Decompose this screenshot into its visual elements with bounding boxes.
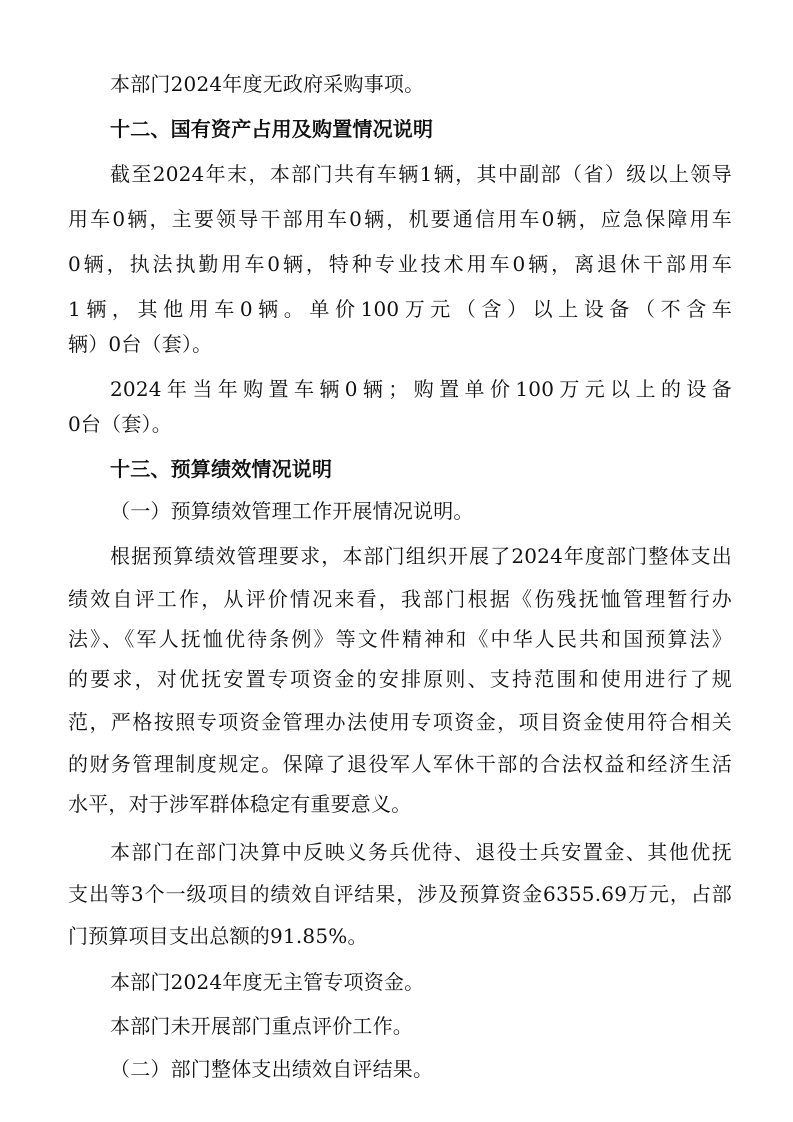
paragraph-line: 范，严格按照专项资金管理办法使用专项资金，项目资金使用符合相关 — [68, 710, 732, 734]
paragraph-line: 辆）0台（套）。 — [68, 332, 213, 356]
paragraph-line: 2024年当年购置车辆0辆；购置单价100万元以上的设备 — [110, 377, 732, 401]
paragraph-line: 1辆，其他用车0辆。单价100万元（含）以上设备（不含车 — [68, 297, 732, 321]
paragraph-line: 绩效自评工作，从评价情况来看，我部门根据《伤残抚恤管理暂行办 — [68, 587, 732, 611]
paragraph-line: 的要求，对优抚安置专项资金的安排原则、支持范围和使用进行了规 — [68, 667, 732, 691]
paragraph-line: 用车0辆，主要领导干部用车0辆，机要通信用车0辆，应急保障用车 — [68, 207, 732, 231]
paragraph-line: 0辆，执法执勤用车0辆，特种专业技术用车0辆，离退休干部用车 — [68, 252, 732, 276]
paragraph-line: 法》、《军人抚恤优待条例》等文件精神和《中华人民共和国预算法》 — [68, 627, 732, 651]
paragraph-line: 支出等3个一级项目的绩效自评结果，涉及预算资金6355.69万元，占部 — [68, 882, 732, 906]
paragraph-line: 本部门在部门决算中反映义务兵优待、退役士兵安置金、其他优抚 — [110, 840, 732, 864]
subsection-heading: （二）部门整体支出绩效自评结果。 — [110, 1057, 434, 1081]
paragraph-line: 0台（套）。 — [68, 412, 172, 436]
subsection-heading: （一）预算绩效管理工作开展情况说明。 — [110, 499, 474, 523]
paragraph-line: 本部门未开展部门重点评价工作。 — [110, 1014, 413, 1038]
paragraph-line: 水平，对于涉军群体稳定有重要意义。 — [68, 792, 412, 816]
section-heading: 十二、国有资产占用及购置情况说明 — [110, 117, 434, 141]
paragraph-line: 门预算项目支出总额的91.85%。 — [68, 924, 368, 948]
paragraph-line: 本部门2024年度无主管专项资金。 — [110, 970, 425, 994]
section-heading: 十三、预算绩效情况说明 — [110, 457, 333, 481]
paragraph-line: 本部门2024年度无政府采购事项。 — [110, 72, 425, 96]
paragraph-line: 截至2024年末，本部门共有车辆1辆，其中副部（省）级以上领导 — [110, 162, 732, 186]
paragraph-line: 的财务管理制度规定。保障了退役军人军休干部的合法权益和经济生活 — [68, 752, 732, 776]
paragraph-line: 根据预算绩效管理要求，本部门组织开展了2024年度部门整体支出 — [110, 544, 732, 568]
